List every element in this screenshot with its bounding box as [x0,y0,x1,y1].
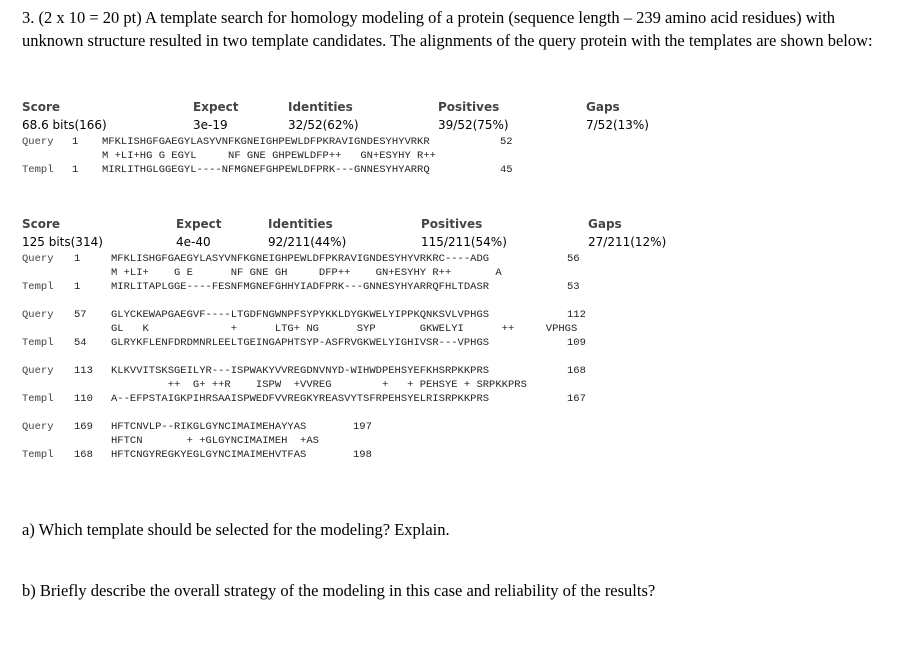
query-line [22,253,882,267]
expect-header: Expect [176,217,222,231]
query-start: 1 [72,136,79,148]
expect-header: Expect [193,100,239,114]
query-label: Query [22,253,54,265]
alignment-2 [22,217,882,463]
query-line [22,365,882,379]
query-end: 197 [353,421,372,433]
query-sequence: HFTCNVLP--RIKGLGYNCIMAIMEHAYYAS [111,421,307,433]
alignment-2-block-2 [22,309,882,351]
query-sequence: MFKLISHGFGAEGYLASYVNFKGNEIGHPEWLDFPKRAVIGNDESYHYVRKR [102,136,430,148]
query-start: 1 [74,253,81,265]
query-label: Query [22,309,54,321]
identities-value: 92/211(44%) [268,235,347,249]
match-sequence: ++ G+ ++R ISPW +VVREG + + PEHSYE + SRPKKPRS [111,379,527,391]
gaps-header: Gaps [586,100,620,114]
question-b: b) Briefly describe the overall strategy of the modeling in this case and reliability of the results? [22,581,656,600]
template-end: 45 [500,164,513,176]
alignment-2-block-1 [22,253,882,295]
alignment-2-stats [22,217,882,253]
template-label: Templ [22,393,54,405]
query-line [22,421,882,435]
expect-value: 3e-19 [193,118,228,132]
query-line [22,309,882,323]
positives-header: Positives [421,217,483,231]
template-line [22,393,882,407]
match-sequence: HFTCN + +GLGYNCIMAIMEH +AS [111,435,319,447]
match-sequence: M +LI+HG G EGYL NF GNE GHPEWLDFP++ GN+ESYHY R++ [102,150,436,162]
template-label: Templ [22,164,54,176]
match-line [22,379,882,393]
query-label: Query [22,421,54,433]
template-sequence: MIRLITHGLGGEGYL----NFMGNEFGHPEWLDFPRK---GNNESYHYARRQ [102,164,430,176]
query-start: 57 [74,309,87,321]
alignment-1 [22,100,882,178]
alignment-2-block-3 [22,365,882,407]
match-line [22,150,882,164]
alignment-2-block-4 [22,421,882,463]
template-end: 109 [567,337,586,349]
template-start: 1 [74,281,81,293]
identities-value: 32/52(62%) [288,118,359,132]
query-label: Query [22,136,54,148]
gaps-value: 7/52(13%) [586,118,649,132]
template-end: 53 [567,281,580,293]
query-end: 168 [567,365,586,377]
match-sequence: GL K + LTG+ NG SYP GKWELYI ++ VPHGS [111,323,578,335]
query-sequence: KLKVVITSKSGEILYR---ISPWAKYVVREGDNVNYD-WIHWDPEHSYEFKHSRPKKPRS [111,365,490,377]
template-end: 198 [353,449,372,461]
query-end: 56 [567,253,580,265]
gaps-value: 27/211(12%) [588,235,667,249]
score-value: 125 bits(314) [22,235,103,249]
positives-value: 115/211(54%) [421,235,507,249]
query-sequence: MFKLISHGFGAEGYLASYVNFKGNEIGHPEWLDFPKRAVIGNDESYHYVRKRC----ADG [111,253,490,265]
query-sequence: GLYCKEWAPGAEGVF----LTGDFNGWNPFSYPYKKLDYGKWELYIPPKQNKSVLVPHGS [111,309,490,321]
score-value: 68.6 bits(166) [22,118,107,132]
question-a: a) Which template should be selected for the modeling? Explain. [22,520,450,539]
match-sequence: M +LI+ G E NF GNE GH DFP++ GN+ESYHY R++ A [111,267,502,279]
alignment-1-stats [22,100,882,136]
template-start: 110 [74,393,93,405]
identities-header: Identities [268,217,333,231]
identities-header: Identities [288,100,353,114]
template-line [22,281,882,295]
template-line [22,337,882,351]
template-start: 54 [74,337,87,349]
gaps-header: Gaps [588,217,622,231]
template-label: Templ [22,337,54,349]
query-start: 169 [74,421,93,433]
template-start: 1 [72,164,79,176]
alignment-1-block-1 [22,136,882,178]
match-line [22,267,882,281]
template-start: 168 [74,449,93,461]
query-end: 52 [500,136,513,148]
score-header: Score [22,100,61,114]
positives-header: Positives [438,100,500,114]
query-line [22,136,882,150]
match-line [22,323,882,337]
template-label: Templ [22,449,54,461]
template-line [22,164,882,178]
question-text: 3. (2 x 10 = 20 pt) A template search for homology modeling of a protein (sequence length – 239 amino acid residues) with unknown structure resulted in two template candidates. The alignments of the query protein with the templates are shown below: [22,8,873,50]
score-header: Score [22,217,61,231]
query-label: Query [22,365,54,377]
template-label: Templ [22,281,54,293]
query-start: 113 [74,365,93,377]
template-end: 167 [567,393,586,405]
template-sequence: GLRYKFLENFDRDMNRLEELTGEINGAPHTSYP-ASFRVGKWELYIGHIVSR---VPHGS [111,337,490,349]
template-sequence: MIRLITAPLGGE----FESNFMGNEFGHHYIADFPRK---GNNESYHYARRQFHLTDASR [111,281,490,293]
query-end: 112 [567,309,586,321]
template-sequence: A--EFPSTAIGKPIHRSAAISPWEDFVVREGKYREASVYTSFRPEHSYELRISRPKKPRS [111,393,490,405]
template-line [22,449,882,463]
positives-value: 39/52(75%) [438,118,509,132]
expect-value: 4e-40 [176,235,211,249]
template-sequence: HFTCNGYREGKYEGLGYNCIMAIMEHVTFAS [111,449,307,461]
match-line [22,435,882,449]
